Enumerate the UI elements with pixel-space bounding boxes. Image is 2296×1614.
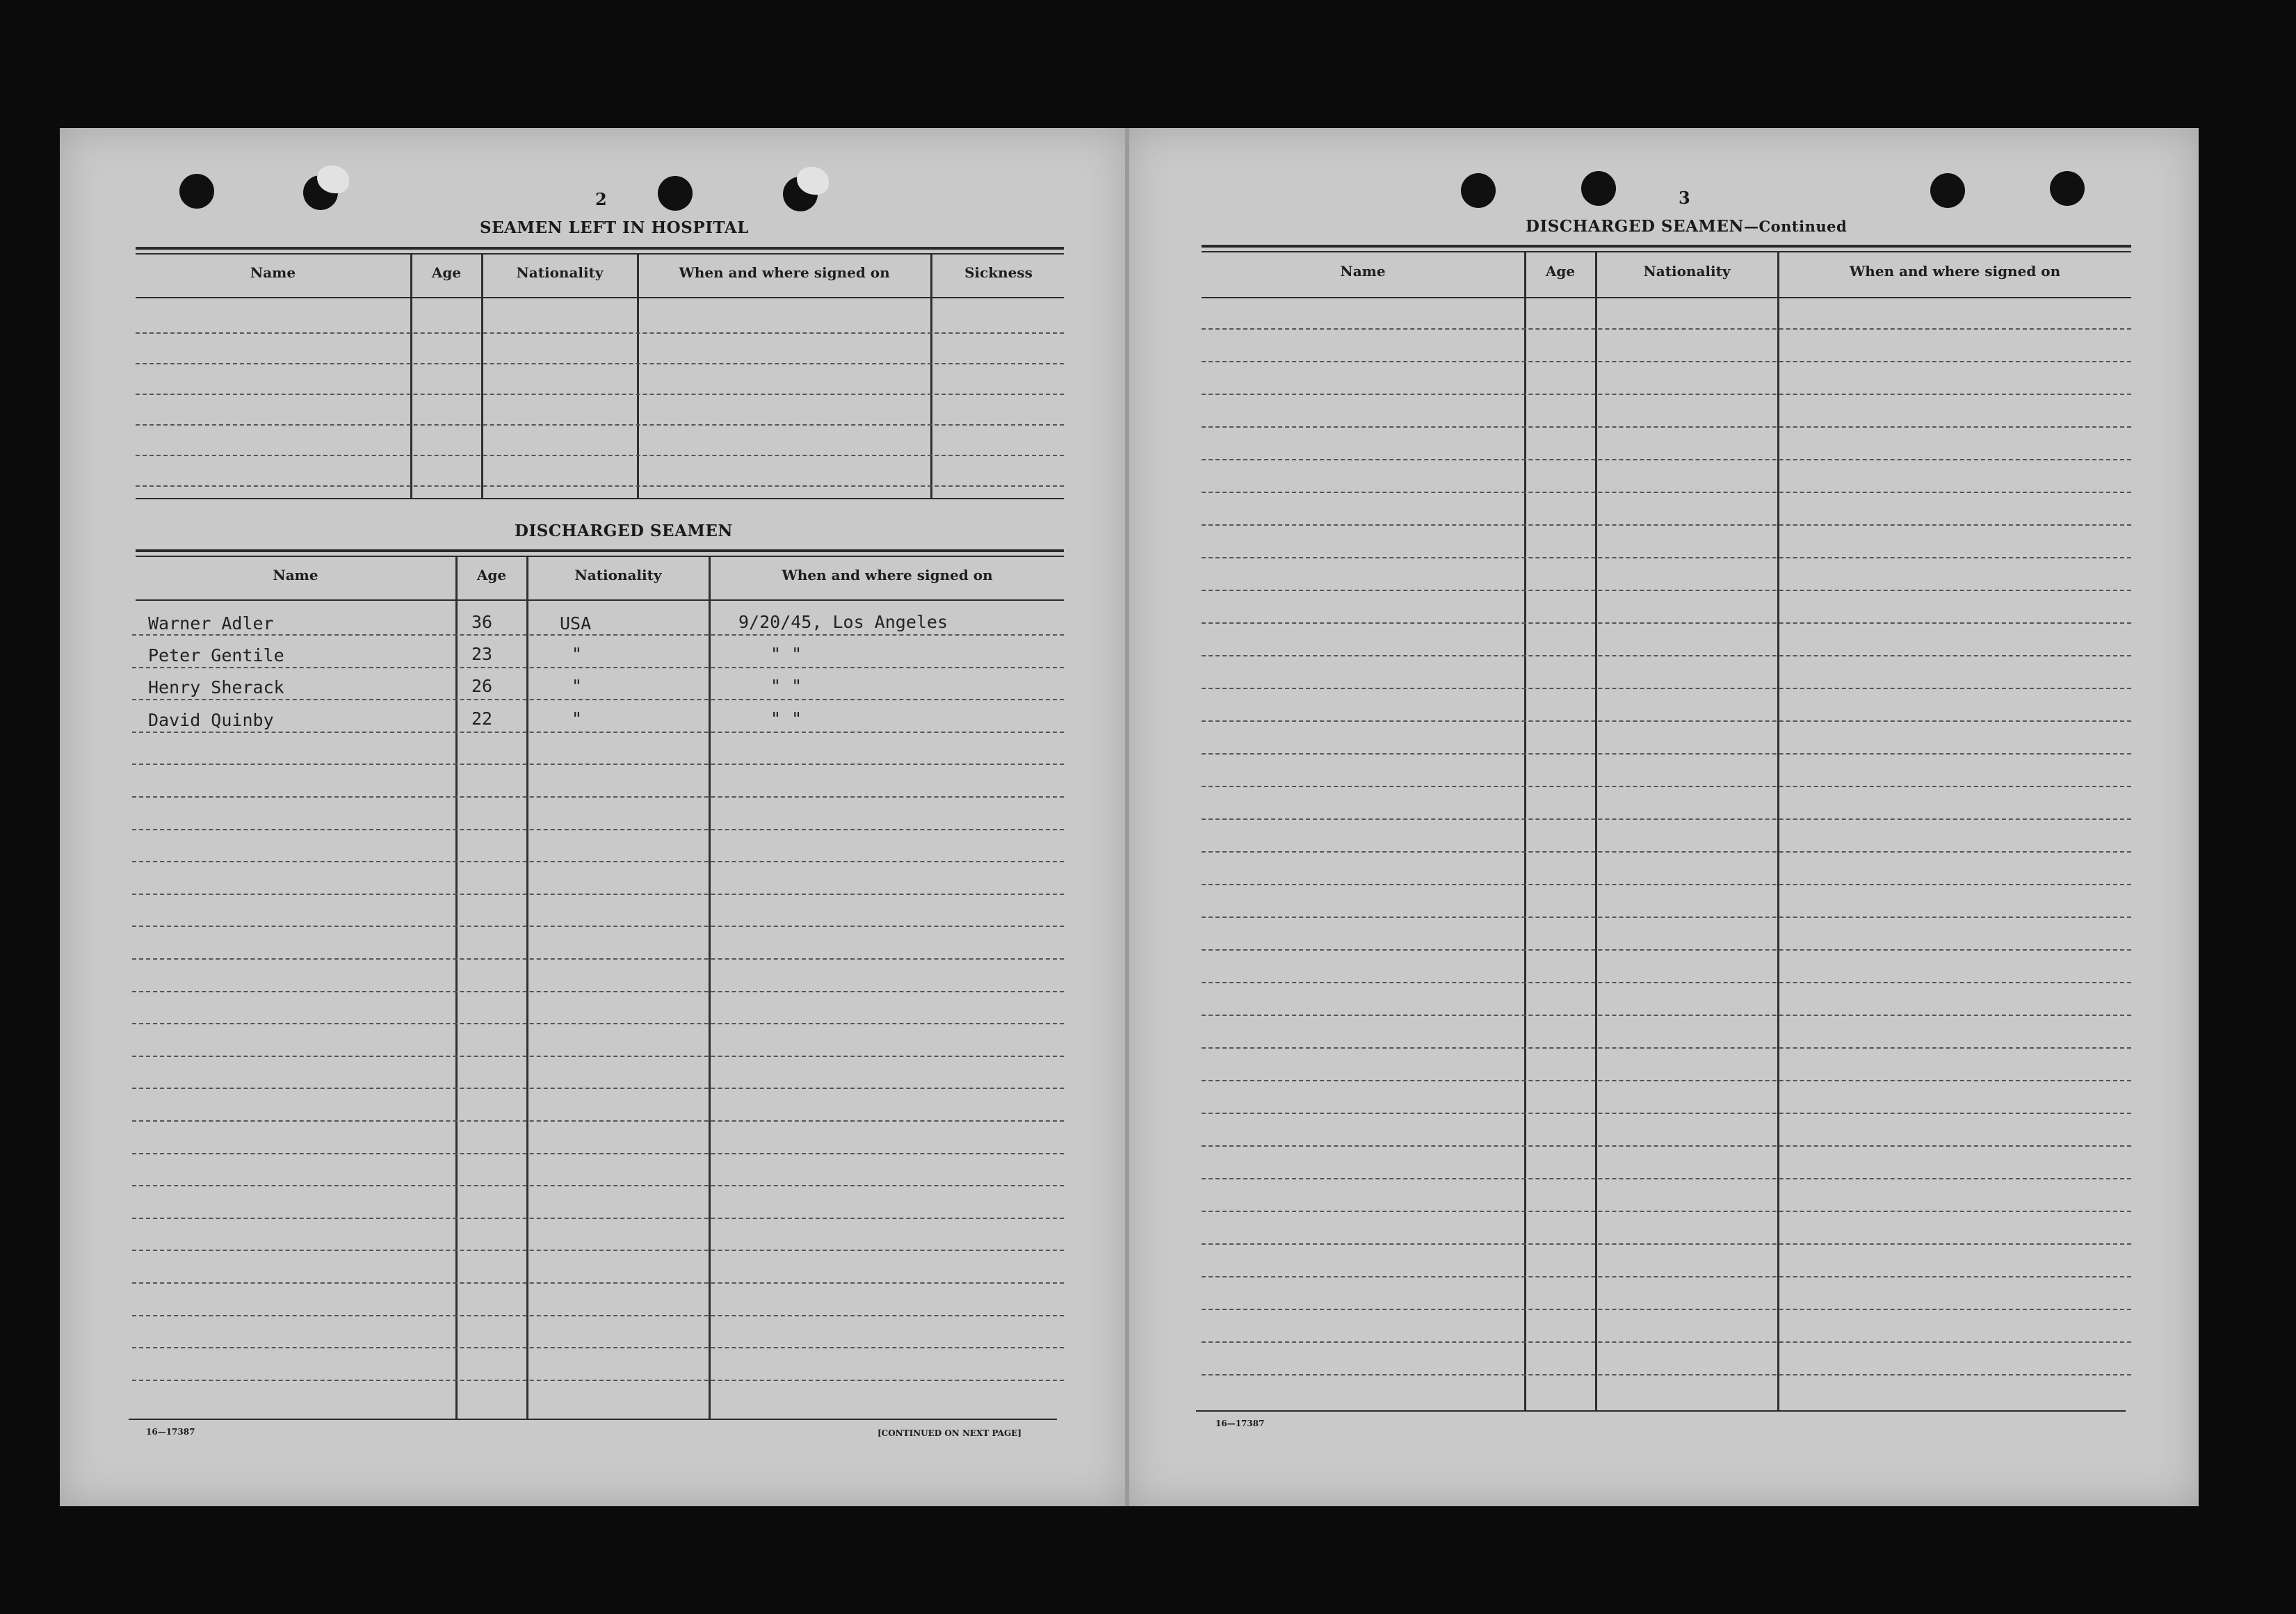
table-row-line <box>1202 394 2131 395</box>
hospital-col-signed-on: When and where signed on <box>679 264 890 281</box>
right-top-rule <box>1202 245 2131 248</box>
punch-hole-icon <box>2050 171 2085 206</box>
table-row-line <box>132 991 1064 992</box>
right-col-nationality: Nationality <box>1643 263 1731 280</box>
form-number-right: 16—17387 <box>1215 1419 1265 1428</box>
right-title-suffix: —Continued <box>1743 218 1848 235</box>
table-row-line <box>1202 590 2131 591</box>
hospital-row-line <box>136 424 1064 426</box>
table-row-line <box>1202 1080 2131 1081</box>
left-page <box>60 128 1126 1506</box>
table-row-line <box>1202 1047 2131 1049</box>
right-col-signed-on: When and where signed on <box>1849 263 2061 280</box>
table-row-line <box>1202 1341 2131 1343</box>
table-row-line <box>132 634 1064 636</box>
seaman-nationality: USA <box>560 613 592 634</box>
table-row-line <box>1202 328 2131 330</box>
table-row-line <box>132 732 1064 733</box>
seaman-name: Peter Gentile <box>148 645 284 665</box>
hospital-row-line <box>136 485 1064 487</box>
hospital-col-sickness: Sickness <box>964 264 1033 281</box>
hospital-section-title: SEAMEN LEFT IN HOSPITAL <box>480 218 749 237</box>
hospital-row-line <box>136 455 1064 456</box>
table-row-line <box>132 861 1064 862</box>
table-row-line <box>1202 1243 2131 1245</box>
hospital-row-line <box>136 332 1064 334</box>
seaman-age: 22 <box>471 709 493 729</box>
table-row-line <box>1202 1309 2131 1310</box>
hospital-col-nationality: Nationality <box>516 264 604 281</box>
table-row-line <box>132 1315 1064 1316</box>
table-row-line <box>1202 720 2131 722</box>
seaman-nationality: " <box>572 644 583 664</box>
table-row-line <box>132 1023 1064 1024</box>
table-row-line <box>132 1185 1064 1186</box>
discharged-divider <box>526 557 528 1419</box>
discharged-header-rule <box>136 599 1064 601</box>
right-top-rule <box>1202 251 2131 252</box>
discharged-col-age: Age <box>476 567 507 583</box>
table-row-line <box>132 1250 1064 1251</box>
table-row-line <box>132 667 1064 668</box>
punch-hole-icon <box>658 176 693 211</box>
seaman-name: Henry Sherack <box>148 677 284 697</box>
discharged-top-rule <box>136 556 1064 557</box>
table-row-line <box>132 958 1064 960</box>
table-row-line <box>1202 917 2131 918</box>
right-section-title <box>1526 217 1847 236</box>
table-row-line <box>1202 524 2131 526</box>
table-row-line <box>132 1088 1064 1089</box>
table-row-line <box>1202 688 2131 689</box>
table-row-line <box>1202 492 2131 493</box>
table-row-line <box>1202 1374 2131 1375</box>
hospital-divider <box>637 255 639 498</box>
table-row-line <box>1202 1178 2131 1179</box>
seaman-nationality: " <box>572 676 583 696</box>
hospital-row-line <box>136 363 1064 364</box>
discharged-divider <box>709 557 711 1419</box>
page-fold <box>1125 128 1129 1506</box>
table-row-line <box>132 764 1064 765</box>
table-row-line <box>1202 361 2131 362</box>
discharged-col-nationality: Nationality <box>574 567 662 583</box>
right-page <box>1128 128 2199 1506</box>
page-number-left: 2 <box>595 189 607 209</box>
table-row-line <box>1202 818 2131 820</box>
discharged-section-title: DISCHARGED SEAMEN <box>515 522 733 540</box>
hospital-col-name: Name <box>250 264 296 281</box>
table-row-line <box>1202 1276 2131 1277</box>
seaman-age: 26 <box>471 676 493 696</box>
seaman-signed-on: 9/20/45, Los Angeles <box>738 612 948 632</box>
seaman-age: 36 <box>471 612 493 632</box>
discharged-col-signed-on: When and where signed on <box>782 567 993 583</box>
table-row-line <box>1202 622 2131 624</box>
table-row-line <box>1202 949 2131 951</box>
right-col-age: Age <box>1545 263 1576 280</box>
table-row-line <box>132 1347 1064 1348</box>
hospital-divider <box>930 255 932 498</box>
right-bottom-rule <box>1196 1410 2126 1412</box>
table-row-line <box>1202 982 2131 983</box>
discharged-bottom-rule <box>129 1419 1057 1420</box>
table-row-line <box>1202 1015 2131 1016</box>
hospital-top-rule <box>136 253 1064 255</box>
page-number-right: 3 <box>1679 188 1690 208</box>
seaman-name: Warner Adler <box>148 613 274 634</box>
table-row-line <box>132 1218 1064 1219</box>
hospital-divider <box>481 255 483 498</box>
punch-hole-icon <box>179 174 214 209</box>
table-row-line <box>132 926 1064 927</box>
right-col-name: Name <box>1340 263 1386 280</box>
table-row-line <box>132 1153 1064 1154</box>
punch-hole-icon <box>1930 173 1965 208</box>
table-row-line <box>1202 884 2131 885</box>
table-row-line <box>132 829 1064 830</box>
discharged-divider <box>455 557 458 1419</box>
seaman-signed-on: " " <box>770 676 802 696</box>
table-row-line <box>132 1380 1064 1381</box>
hospital-col-age: Age <box>431 264 462 281</box>
table-row-line <box>132 796 1064 798</box>
seaman-nationality: " <box>572 709 583 729</box>
punch-hole-icon <box>783 177 818 211</box>
seaman-age: 23 <box>471 644 493 664</box>
table-row-line <box>1202 786 2131 787</box>
table-row-line <box>1202 459 2131 460</box>
table-row-line <box>1202 851 2131 853</box>
hospital-top-rule <box>136 247 1064 250</box>
seaman-signed-on: " " <box>770 644 802 664</box>
right-header-rule <box>1202 297 2131 298</box>
discharged-col-name: Name <box>273 567 318 583</box>
table-row-line <box>1202 1113 2131 1114</box>
table-row-line <box>132 894 1064 895</box>
table-row-line <box>132 1056 1064 1057</box>
punch-hole-icon <box>1461 173 1496 208</box>
right-title-main: DISCHARGED SEAMEN <box>1526 217 1744 236</box>
table-row-line <box>132 1282 1064 1284</box>
hospital-header-rule <box>136 297 1064 298</box>
seaman-signed-on: " " <box>770 709 802 729</box>
table-row-line <box>1202 557 2131 558</box>
hospital-divider <box>410 255 412 498</box>
table-row-line <box>1202 1211 2131 1212</box>
hospital-bottom-rule <box>136 498 1064 499</box>
punch-hole-icon <box>1581 171 1616 206</box>
form-number-left: 16—17387 <box>146 1427 195 1437</box>
continued-note: [CONTINUED ON NEXT PAGE] <box>878 1428 1022 1438</box>
discharged-top-rule <box>136 549 1064 552</box>
punch-hole-icon <box>303 175 338 210</box>
seaman-name: David Quinby <box>148 710 274 730</box>
table-row-line <box>132 699 1064 700</box>
table-row-line <box>1202 426 2131 428</box>
table-row-line <box>1202 1145 2131 1147</box>
hospital-row-line <box>136 394 1064 395</box>
table-row-line <box>132 1120 1064 1122</box>
table-row-line <box>1202 753 2131 754</box>
table-row-line <box>1202 655 2131 656</box>
